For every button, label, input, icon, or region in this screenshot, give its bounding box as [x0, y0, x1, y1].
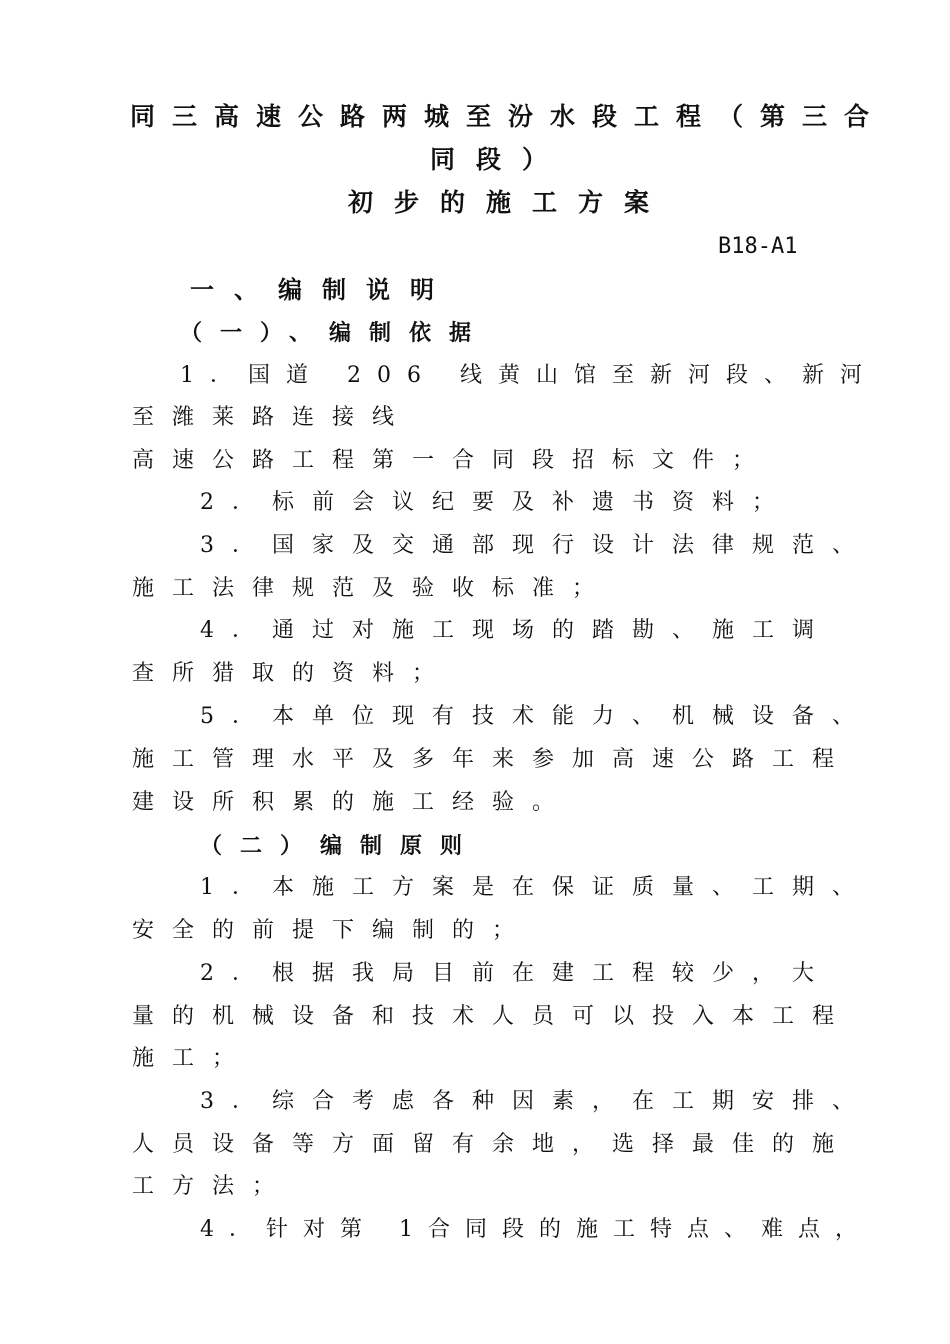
document-code: B18-A1 [718, 234, 798, 259]
principle-line-7: 人员设备等方面留有余地，选择最佳的施 [132, 1132, 853, 1157]
basis-line-10: 施工管理水平及多年来参加高速公路工程 [132, 747, 853, 772]
basis-line-7: 4．通过对施工现场的踏勘、施工调 [200, 618, 832, 643]
basis-line-4: 2．标前会议纪要及补遗书资料； [200, 490, 792, 515]
principle-line-4: 量的机械设备和技术人员可以投入本工程 [132, 1004, 853, 1029]
title-line-3: 初步的施工方案 [348, 188, 671, 217]
principle-line-5: 施工； [132, 1046, 253, 1071]
basis-line-5: 3．国家及交通部现行设计法律规范、 [200, 533, 872, 558]
subsection-heading-principles: （二）编制原则 [200, 833, 481, 859]
basis-line-6: 施工法律规范及验收标准； [132, 576, 613, 601]
basis-line-11: 建设所积累的施工经验。 [132, 790, 573, 815]
title-line-1: 同三高速公路两城至汾水段工程（第三合 [130, 102, 887, 131]
principle-line-6: 3．综合考虑各种因素，在工期安排、 [200, 1089, 872, 1114]
basis-line-3: 高速公路工程第一合同段招标文件； [132, 448, 773, 473]
principle-line-3: 2．根据我局目前在建工程较少，大 [200, 961, 832, 986]
section-heading: 一、编制说明 [190, 275, 454, 304]
principle-line-1: 1．本施工方案是在保证质量、工期、 [200, 875, 872, 900]
principle-line-2: 安全的前提下编制的； [132, 918, 533, 943]
basis-line-9: 5．本单位现有技术能力、机械设备、 [200, 704, 872, 729]
basis-line-1: 1．国道 206 线黄山馆至新河段、新河 [180, 363, 878, 388]
basis-line-2: 至潍莱路连接线 [132, 405, 413, 430]
title-line-2: 同段） [430, 145, 569, 174]
subsection-heading-basis: （一）、编制依据 [180, 320, 490, 346]
basis-line-8: 查所猎取的资料； [132, 661, 453, 686]
principle-line-9: 4．针对第 1合同段的施工特点、难点， [200, 1217, 872, 1242]
principle-line-8: 工方法； [132, 1174, 293, 1199]
